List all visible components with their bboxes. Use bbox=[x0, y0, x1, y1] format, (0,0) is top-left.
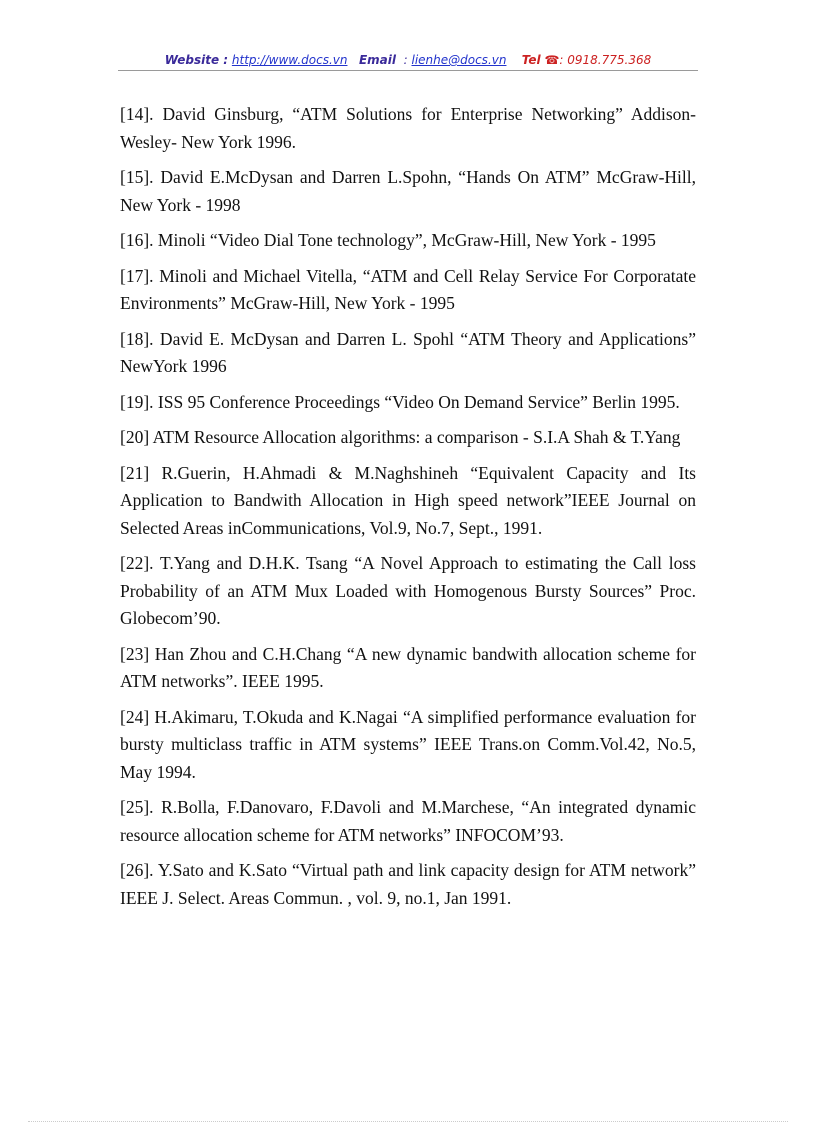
reference-item: [14]. David Ginsburg, “ATM Solutions for Enterprise Networking” Addison- Wesley- New York 1996. bbox=[120, 104, 696, 152]
reference-item: [18]. David E. McDysan and Darren L. Spohl “ATM Theory and Applications” NewYork 1996 bbox=[120, 328, 696, 376]
reference-item: [20] ATM Resource Allocation algorithms: a comparison - S.I.A Shah & T.Yang bbox=[120, 427, 681, 447]
email-link[interactable]: lienhe@docs.vn bbox=[411, 53, 507, 67]
website-link[interactable]: http://www.docs.vn bbox=[231, 53, 348, 67]
email-label: Email bbox=[358, 53, 396, 67]
email-separator: : bbox=[403, 53, 408, 67]
page-bottom-divider bbox=[28, 1121, 788, 1122]
reference-item: [19]. ISS 95 Conference Proceedings “Video On Demand Service” Berlin 1995. bbox=[120, 391, 680, 412]
reference-item: [24] H.Akimaru, T.Okuda and K.Nagai “A simplified performance evaluation for bursty multiclass traffic in ATM systems” IEEE Trans.on Comm.Vol.42, No.5, May 1994. bbox=[120, 706, 696, 782]
header-divider bbox=[118, 70, 698, 71]
reference-item: [15]. David E.McDysan and Darren L.Spohn, “Hands On ATM” McGraw-Hill, New York - 1998 bbox=[120, 167, 696, 215]
website-label: Website : bbox=[164, 53, 229, 67]
phone-number: : 0918.775.368 bbox=[559, 53, 652, 67]
reference-item: [22]. T.Yang and D.H.K. Tsang “A Novel Approach to estimating the Call loss Probability of an ATM Mux Loaded with Homogenous Bursty Sources” Proc. Globecom’90. bbox=[120, 553, 696, 628]
phone-icon: ☎ bbox=[544, 53, 560, 67]
reference-item: [21] R.Guerin, H.Ahmadi & M.Naghshineh “Equivalent Capacity and Its Application to Bandwith Allocation in High speed network”IEEE Journal on Selected Areas inCommunications, Vol.9, No.7, Sept., 1991. bbox=[120, 462, 696, 538]
reference-item: [17]. Minoli and Michael Vitella, “ATM and Cell Relay Service For Corporatate Environments” McGraw-Hill, New York - 1995 bbox=[120, 265, 696, 313]
tel-label: Tel bbox=[521, 53, 541, 67]
reference-item: [16]. Minoli “Video Dial Tone technology”, McGraw-Hill, New York - 1995 bbox=[120, 230, 656, 250]
reference-item: [23] Han Zhou and C.H.Chang “A new dynamic bandwith allocation scheme for ATM networks”. IEEE 1995. bbox=[120, 643, 696, 691]
reference-item: [26]. Y.Sato and K.Sato “Virtual path and link capacity design for ATM network” IEEE J. Select. Areas Commun. , vol. 9, no.1, Jan 1991. bbox=[120, 860, 696, 908]
reference-list bbox=[120, 101, 696, 920]
reference-item: [25]. R.Bolla, F.Danovaro, F.Davoli and M.Marchese, “An integrated dynamic resource allocation scheme for ATM networks” INFOCOM’93. bbox=[120, 797, 696, 845]
page-header bbox=[118, 52, 698, 68]
